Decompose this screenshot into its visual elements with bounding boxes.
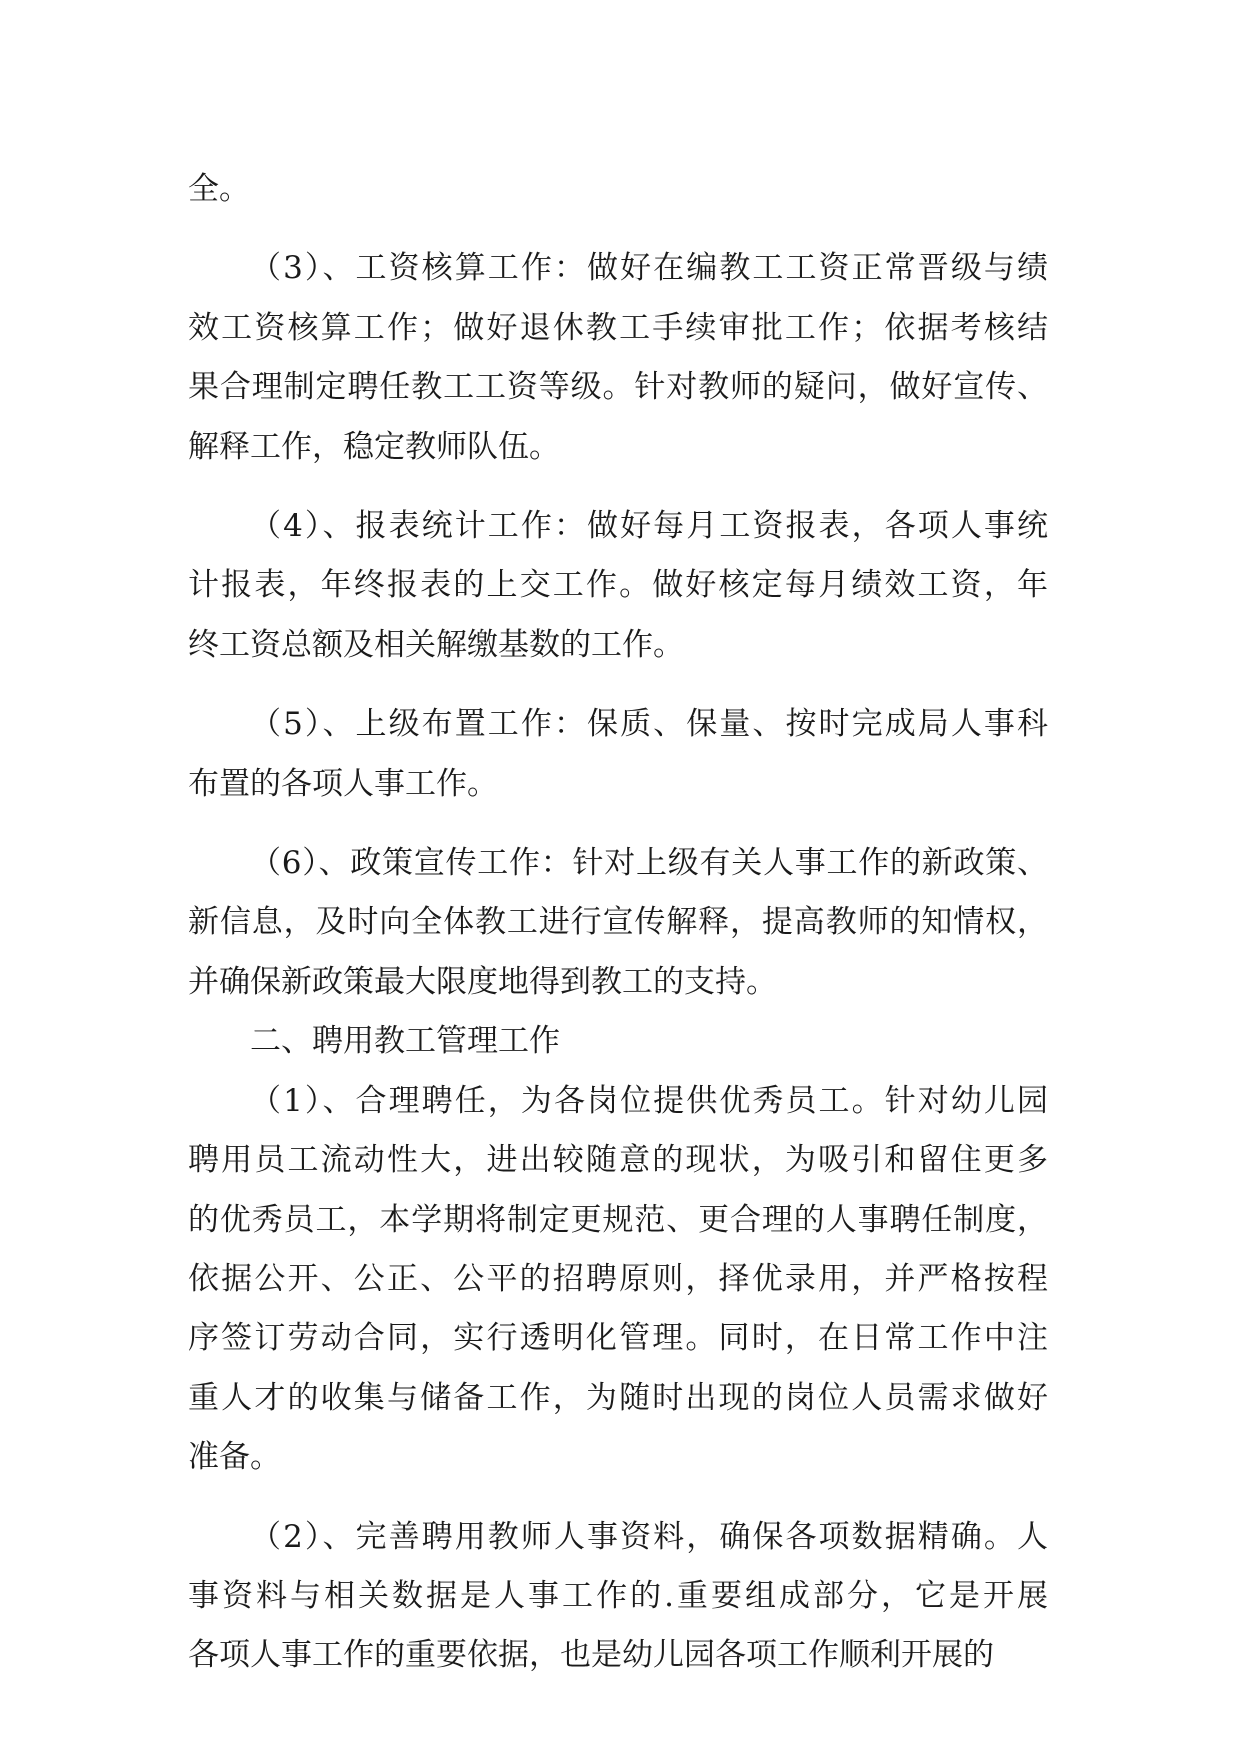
text-line: 计报表，年终报表的上交工作。做好核定每月绩效工资，年 — [188, 567, 1048, 604]
paragraph — [188, 1012, 1048, 1071]
text-line: 二、聘用教工管理工作 — [250, 1023, 560, 1060]
text-line: 序签订劳动合同，实行透明化管理。同时，在日常工作中注 — [188, 1320, 1048, 1357]
paragraph — [188, 1072, 1048, 1488]
paragraph — [188, 497, 1048, 675]
paragraph — [188, 239, 1048, 477]
text-line: （5）、上级布置工作：保质、保量、按时完成局人事科 — [250, 706, 1048, 743]
text-line: 各项人事工作的重要依据，也是幼儿园各项工作顺利开展的 — [188, 1637, 994, 1674]
text-line: 果合理制定聘任教工工资等级。针对教师的疑问，做好宣传、 — [188, 369, 1048, 406]
text-line: 准备。 — [188, 1439, 281, 1476]
paragraph — [188, 1508, 1048, 1686]
paragraph — [188, 160, 1048, 219]
text-line: 重人才的收集与储备工作，为随时出现的岗位人员需求做好 — [188, 1379, 1048, 1416]
document-body — [188, 160, 1048, 1686]
text-line: 全。 — [188, 171, 250, 207]
text-line: （2）、完善聘用教师人事资料，确保各项数据精确。人 — [250, 1518, 1048, 1555]
paragraph — [188, 834, 1048, 1012]
text-line: （4）、报表统计工作：做好每月工资报表，各项人事统 — [250, 508, 1048, 545]
text-line: （1）、合理聘任，为各岗位提供优秀员工。针对幼儿园 — [250, 1082, 1048, 1119]
text-line: 依据公开、公正、公平的招聘原则，择优录用，并严格按程 — [188, 1260, 1048, 1297]
text-line: 终工资总额及相关解缴基数的工作。 — [188, 626, 684, 663]
paragraph — [188, 695, 1048, 814]
text-line: 效工资核算工作；做好退休教工手续审批工作；依据考核结 — [188, 309, 1048, 346]
text-line: 布置的各项人事工作。 — [188, 765, 498, 802]
text-line: 的优秀员工，本学期将制定更规范、更合理的人事聘任制度， — [188, 1201, 1048, 1238]
text-line: 聘用员工流动性大，进出较随意的现状，为吸引和留住更多 — [188, 1142, 1048, 1179]
text-line: （6）、政策宣传工作：针对上级有关人事工作的新政策、 — [250, 845, 1048, 882]
text-line: （3）、工资核算工作：做好在编教工工资正常晋级与绩 — [250, 250, 1048, 287]
text-line: 解释工作，稳定教师队伍。 — [188, 428, 560, 465]
text-line: 并确保新政策最大限度地得到教工的支持。 — [188, 963, 777, 1000]
text-line: 事资料与相关数据是人事工作的.重要组成部分，它是开展 — [188, 1577, 1048, 1614]
text-line: 新信息，及时向全体教工进行宣传解释，提高教师的知情权， — [188, 904, 1048, 941]
